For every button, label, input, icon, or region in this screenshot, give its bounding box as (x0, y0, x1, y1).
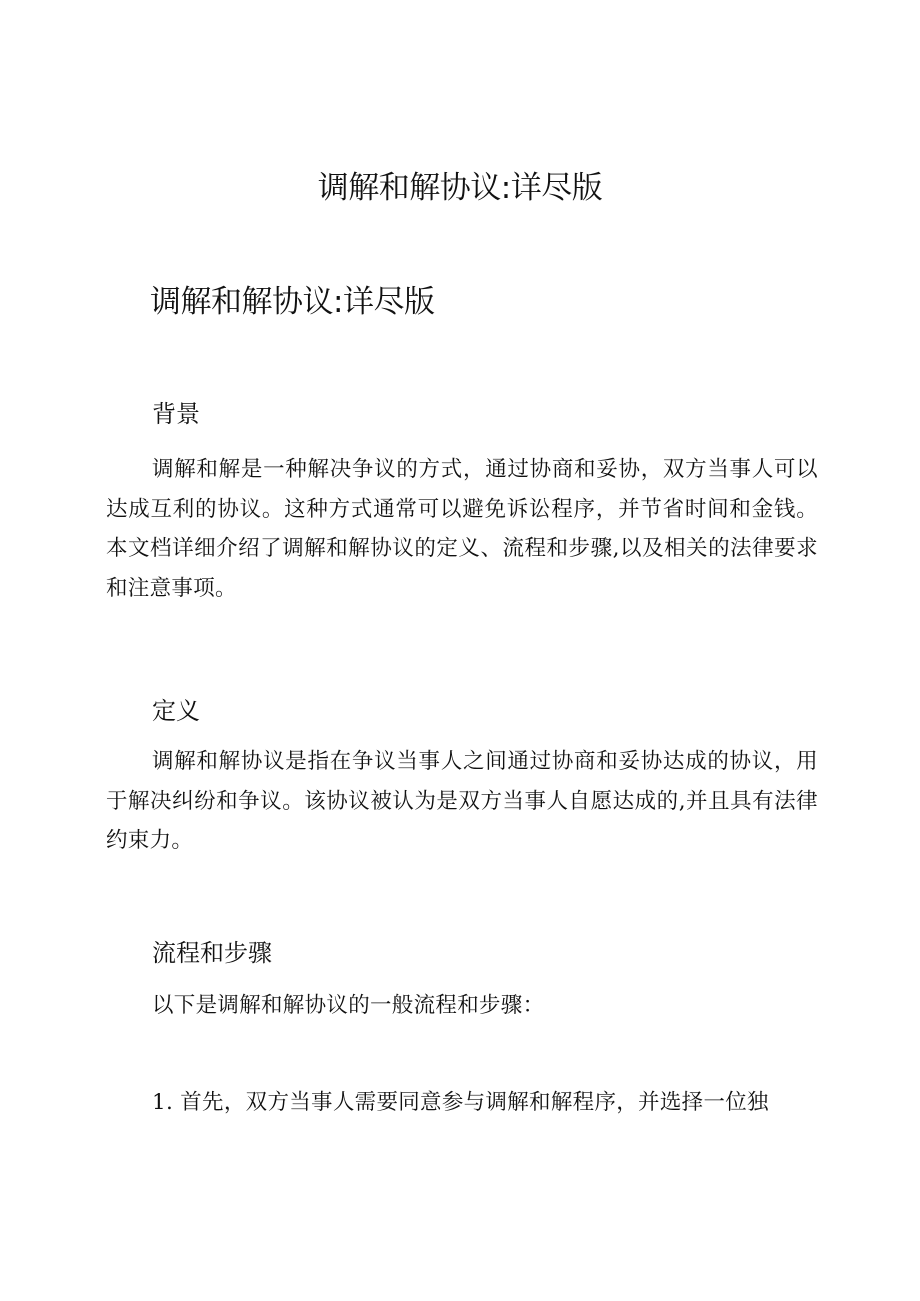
section-heading-definition: 定义 (152, 697, 200, 725)
section-heading-background: 背景 (152, 400, 200, 428)
document-subtitle: 调解和解协议:详尽版 (150, 284, 435, 320)
document-title: 调解和解协议:详尽版 (317, 170, 603, 206)
definition-paragraph: 调解和解协议是指在争议当事人之间通过协商和妥协达成的协议，用于解决纠纷和争议。该协议被认为是双方当事人自愿达成的,并且具有法律约束力。 (106, 749, 818, 853)
process-step-1: 1. 首先，双方当事人需要同意参与调解和解程序，并选择一位独 (152, 1090, 769, 1115)
process-intro-paragraph: 以下是调解和解协议的一般流程和步骤： (152, 993, 545, 1018)
background-paragraph: 调解和解是一种解决争议的方式，通过协商和妥协，双方当事人可以达成互利的协议。这种方式通常可以避免诉讼程序，并节省时间和金钱。本文档详细介绍了调解和解协议的定义、流程和步骤,以及相关的法律要求和注意事项。 (106, 457, 818, 601)
section-heading-process: 流程和步骤 (152, 939, 272, 967)
